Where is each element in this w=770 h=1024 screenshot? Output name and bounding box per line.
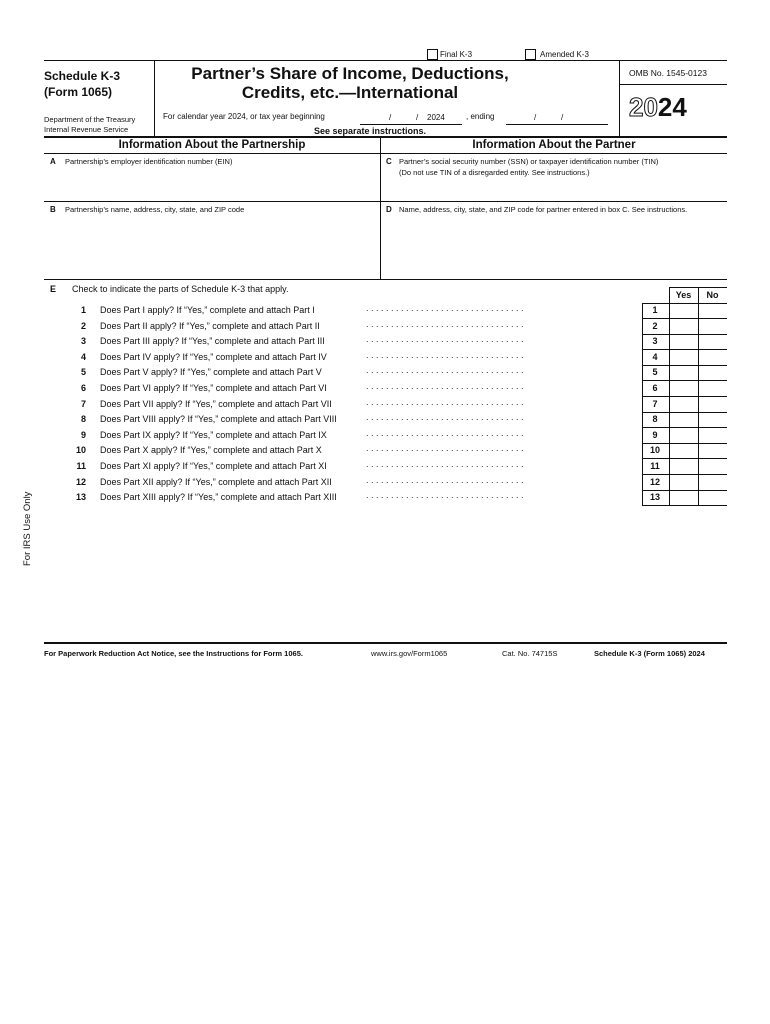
leader-dots: . . . . . . . . . . . . . . . . . . . . . . . . . . . . . . . . — [366, 443, 524, 454]
begin-date-slash-2: / — [416, 113, 419, 122]
question-number: 13 — [75, 492, 86, 503]
question-number: 12 — [75, 476, 86, 487]
info-heading-rule — [44, 153, 727, 154]
question-line-number: 9 — [652, 429, 658, 440]
partner-name-address-input[interactable] — [384, 217, 724, 275]
leader-dots: . . . . . . . . . . . . . . . . . . . . . . . . . . . . . . . . — [366, 318, 524, 329]
partner-info-heading: Information About the Partner — [472, 139, 636, 151]
irs-name: Internal Revenue Service — [44, 125, 129, 134]
question-text: Does Part X apply? If “Yes,” complete and attach Part X — [100, 445, 322, 456]
yes-checkbox[interactable] — [669, 397, 697, 412]
calendar-year-text: For calendar year 2024, or tax year beginning — [163, 112, 325, 121]
question-number: 8 — [80, 414, 86, 425]
paperwork-notice: For Paperwork Reduction Act Notice, see the Instructions for Form 1065. — [44, 649, 303, 658]
yes-checkbox[interactable] — [669, 303, 697, 318]
end-date-underline — [506, 124, 608, 125]
form-identifier: Schedule K-3 (Form 1065) 2024 — [594, 649, 705, 658]
amended-k3-checkbox[interactable] — [525, 49, 536, 60]
yes-checkbox[interactable] — [669, 365, 697, 380]
box-c-label-line2: (Do not use TIN of a disregarded entity. See instructions.) — [399, 168, 590, 177]
leader-dots: . . . . . . . . . . . . . . . . . . . . . . . . . . . . . . . . — [366, 459, 524, 469]
schedule-k3-form — [22, 44, 727, 664]
question-number: 10 — [75, 445, 86, 456]
info-bottom-rule — [44, 279, 727, 280]
box-c-bottom-rule — [380, 201, 727, 202]
end-date-slash-2: / — [561, 113, 564, 122]
box-b-letter: B — [50, 205, 56, 214]
tax-year-begin-input[interactable] — [360, 110, 462, 124]
no-checkbox[interactable] — [698, 397, 726, 412]
form-reference: (Form 1065) — [44, 85, 113, 99]
no-checkbox[interactable] — [698, 365, 726, 380]
yes-checkbox[interactable] — [669, 350, 697, 365]
footer-rule — [44, 642, 727, 644]
yes-no-header-top — [669, 287, 727, 288]
tax-year-end-input[interactable] — [506, 110, 608, 124]
question-row — [44, 303, 727, 318]
question-row — [44, 428, 727, 443]
info-top-rule — [44, 136, 727, 138]
leader-dots: . . . . . . . . . . . . . . . . . . . . . . . . . . . . . . . . — [366, 303, 524, 313]
yes-checkbox[interactable] — [669, 319, 697, 334]
no-checkbox[interactable] — [698, 381, 726, 396]
dept-treasury: Department of the Treasury — [44, 115, 136, 124]
yes-checkbox[interactable] — [669, 428, 697, 443]
question-row — [44, 319, 727, 334]
leader-dots: . . . . . . . . . . . . . . . . . . . . . . . . . . . . . . . . — [366, 412, 524, 423]
leader-dots: . . . . . . . . . . . . . . . . . . . . . . . . . . . . . . . . — [366, 396, 524, 407]
question-line-number: 13 — [649, 492, 660, 503]
box-b-label: Partnership’s name, address, city, state, and ZIP code — [65, 205, 245, 214]
question-text: Does Part II apply? If “Yes,” complete and attach Part II — [100, 320, 320, 331]
form-url[interactable]: www.irs.gov/Form1065 — [371, 649, 448, 658]
question-line-number: 2 — [652, 320, 658, 331]
partnership-ein-input[interactable] — [48, 170, 376, 198]
begin-year: 2024 — [427, 113, 445, 122]
question-row — [44, 490, 727, 505]
no-checkbox[interactable] — [698, 303, 726, 318]
question-line-number: 12 — [649, 476, 660, 487]
question-text: Does Part V apply? If “Yes,” complete and attach Part V — [100, 367, 322, 378]
question-text: Does Part VII apply? If “Yes,” complete and attach Part VII — [100, 398, 332, 409]
no-checkbox[interactable] — [698, 350, 726, 365]
partner-ssn-tin-input[interactable] — [384, 180, 724, 198]
no-checkbox[interactable] — [698, 490, 726, 505]
header-right-divider — [619, 60, 620, 136]
yes-checkbox[interactable] — [669, 475, 697, 490]
omb-rule — [619, 84, 727, 85]
box-a-letter: A — [50, 157, 56, 166]
box-d-label: Name, address, city, state, and ZIP code for partner entered in box C. See instructions. — [399, 205, 688, 214]
box-a-bottom-rule — [44, 201, 380, 202]
question-text: Does Part XII apply? If “Yes,” complete and attach Part XII — [100, 476, 332, 487]
partnership-info-heading: Information About the Partnership — [118, 139, 306, 151]
box-d-letter: D — [386, 205, 392, 214]
header-top-rule — [44, 60, 727, 61]
no-checkbox[interactable] — [698, 319, 726, 334]
irs-use-only-label: For IRS Use Only — [22, 491, 33, 566]
question-row — [44, 475, 727, 490]
question-number: 9 — [80, 429, 86, 440]
question-line-number: 8 — [652, 414, 658, 425]
question-text: Does Part IV apply? If “Yes,” complete and attach Part IV — [100, 351, 327, 362]
question-line-number: 11 — [650, 461, 660, 471]
question-text: Does Part VI apply? If “Yes,” complete and attach Part VI — [100, 383, 327, 393]
no-checkbox[interactable] — [698, 412, 726, 427]
question-row — [44, 397, 727, 412]
question-number: 3 — [80, 336, 86, 347]
question-number: 7 — [80, 398, 86, 409]
question-row — [44, 334, 727, 349]
final-k3-checkbox[interactable] — [427, 49, 438, 60]
question-line-number: 4 — [652, 351, 658, 362]
question-line-number: 6 — [652, 383, 658, 393]
question-row — [44, 365, 727, 380]
amended-k3-label: Amended K-3 — [540, 50, 589, 59]
question-row — [44, 381, 727, 396]
partnership-name-address-input[interactable] — [48, 217, 376, 275]
tax-year-bold: 24 — [657, 92, 687, 122]
question-row — [44, 350, 727, 365]
part-e-label: Check to indicate the parts of Schedule K-3 that apply. — [72, 284, 289, 294]
question-number: 4 — [80, 351, 86, 362]
yes-checkbox[interactable] — [669, 381, 697, 396]
question-number: 6 — [80, 383, 86, 393]
yes-checkbox[interactable] — [669, 459, 697, 474]
tax-year-outline: 20 — [629, 92, 658, 122]
final-k3-label: Final K-3 — [440, 50, 473, 59]
omb-number: OMB No. 1545-0123 — [629, 68, 707, 78]
question-line-number: 10 — [649, 445, 660, 456]
question-row — [44, 443, 727, 458]
no-checkbox[interactable] — [698, 443, 726, 458]
no-checkbox[interactable] — [698, 334, 726, 349]
question-row-rule — [642, 505, 727, 506]
box-c-letter: C — [386, 157, 392, 166]
box-c-label-line1: Partner’s social security number (SSN) or taxpayer identification number (TIN) — [399, 157, 659, 166]
leader-dots: . . . . . . . . . . . . . . . . . . . . . . . . . . . . . . . . — [366, 381, 524, 391]
question-row — [44, 412, 727, 427]
leader-dots: . . . . . . . . . . . . . . . . . . . . . . . . . . . . . . . . — [366, 427, 524, 438]
yes-column-header: Yes — [675, 290, 692, 300]
yes-checkbox[interactable] — [669, 443, 697, 458]
question-text: Does Part XIII apply? If “Yes,” complete and attach Part XIII — [100, 492, 337, 503]
leader-dots: . . . . . . . . . . . . . . . . . . . . . . . . . . . . . . . . — [366, 490, 524, 501]
no-checkbox[interactable] — [698, 459, 726, 474]
yes-checkbox[interactable] — [669, 334, 697, 349]
end-date-slash-1: / — [534, 113, 537, 122]
schedule-name: Schedule K-3 — [44, 69, 121, 83]
no-column-header: No — [706, 290, 719, 300]
question-number: 2 — [80, 320, 86, 331]
question-number: 5 — [80, 367, 86, 378]
yes-checkbox[interactable] — [669, 490, 697, 505]
info-center-divider — [380, 136, 381, 279]
question-text: Does Part IX apply? If “Yes,” complete and attach Part IX — [100, 429, 327, 440]
question-line-number: 5 — [652, 367, 658, 378]
no-checkbox[interactable] — [698, 428, 726, 443]
yes-checkbox[interactable] — [669, 412, 697, 427]
question-line-number: 3 — [652, 336, 658, 347]
question-text: Does Part III apply? If “Yes,” complete and attach Part III — [100, 336, 325, 347]
leader-dots: . . . . . . . . . . . . . . . . . . . . . . . . . . . . . . . . — [366, 365, 524, 376]
leader-dots: . . . . . . . . . . . . . . . . . . . . . . . . . . . . . . . . — [366, 474, 524, 485]
leader-dots: . . . . . . . . . . . . . . . . . . . . . . . . . . . . . . . . — [366, 349, 524, 360]
question-number: 11 — [76, 461, 86, 471]
question-text: Does Part XI apply? If “Yes,” complete and attach Part XI — [100, 461, 327, 471]
leader-dots: . . . . . . . . . . . . . . . . . . . . . . . . . . . . . . . . — [366, 334, 524, 345]
question-row — [44, 459, 727, 474]
catalog-number: Cat. No. 74715S — [502, 649, 558, 658]
form-title-line2: Credits, etc.—International — [241, 83, 459, 102]
form-title-line1: Partner’s Share of Income, Deductions, — [191, 64, 509, 83]
question-text: Does Part I apply? If “Yes,” complete and attach Part I — [100, 305, 315, 315]
no-checkbox[interactable] — [698, 475, 726, 490]
box-a-label: Partnership’s employer identification number (EIN) — [65, 157, 233, 166]
part-e-letter: E — [50, 284, 57, 294]
tax-year — [629, 92, 687, 123]
ending-label: , ending — [466, 112, 495, 121]
question-text: Does Part VIII apply? If “Yes,” complete and attach Part VIII — [100, 414, 337, 425]
begin-date-underline — [360, 124, 462, 125]
question-line-number: 7 — [652, 398, 658, 409]
begin-date-slash-1: / — [389, 113, 392, 122]
instructions-note: See separate instructions. — [313, 126, 427, 136]
question-number: 1 — [80, 305, 86, 315]
question-line-number: 1 — [652, 305, 658, 315]
